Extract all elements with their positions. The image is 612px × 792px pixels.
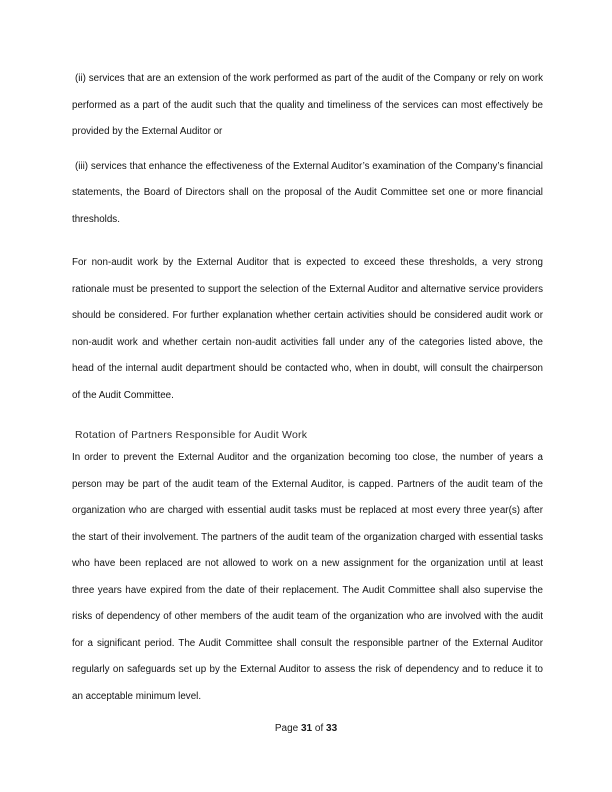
footer-of-label: of — [314, 723, 324, 734]
paragraph-non-audit-work: For non-audit work by the External Auditor that is expected to exceed these thresholds, a very strong rationale must be presented to support the selection of the External Auditor and alternative service providers should be considered. For further explanation whether certain activities should be considered audit work or non-audit work and whether certain non-audit activities fall under any of the categories listed above, the head of the internal audit department should be contacted who, when in doubt, will consult the chairperson of the Audit Committee. — [72, 257, 543, 401]
paragraph-rotation-of-partners: In order to prevent the External Auditor and the organization becoming too close, the number of years a person may be part of the audit team of the External Auditor, is capped. Partners of the audit team of the organization who are charged with essential audit tasks must be replaced at most every three year(s) after the start of their involvement. The partners of the audit team of the organization charged with essential tasks who have been replaced are not allowed to work on a new assignment for the organization until at least three years have expired from the date of their replacement. The Audit Committee shall also supervise the risks of dependency of other members of the audit team of the organization who are involved with the audit for a significant period. The Audit Committee shall consult the responsible partner of the External Auditor regularly on safeguards set up by the External Auditor to assess the risk of dependency and to reduce it to an acceptable minimum level. — [72, 452, 543, 702]
document-content — [72, 66, 543, 718]
section-heading-rotation-of-partners: Rotation of Partners Responsible for Audit Work — [75, 429, 308, 441]
footer-total-pages: 33 — [326, 723, 338, 734]
page-footer — [0, 722, 612, 736]
footer-page-number: 31 — [300, 723, 313, 734]
footer-page-label: Page — [274, 723, 299, 734]
paragraph-services-item-iii: (iii) services that enhance the effectiveness of the External Auditor’s examination of the Company’s financial statements, the Board of Directors shall on the proposal of the Audit Committee set one or more financial thresholds. — [72, 160, 543, 225]
paragraph-services-item-ii: (ii) services that are an extension of the work performed as part of the audit of the Company or rely on work performed as a part of the audit such that the quality and timeliness of the services can most effectively be provided by the External Auditor or — [72, 73, 543, 137]
